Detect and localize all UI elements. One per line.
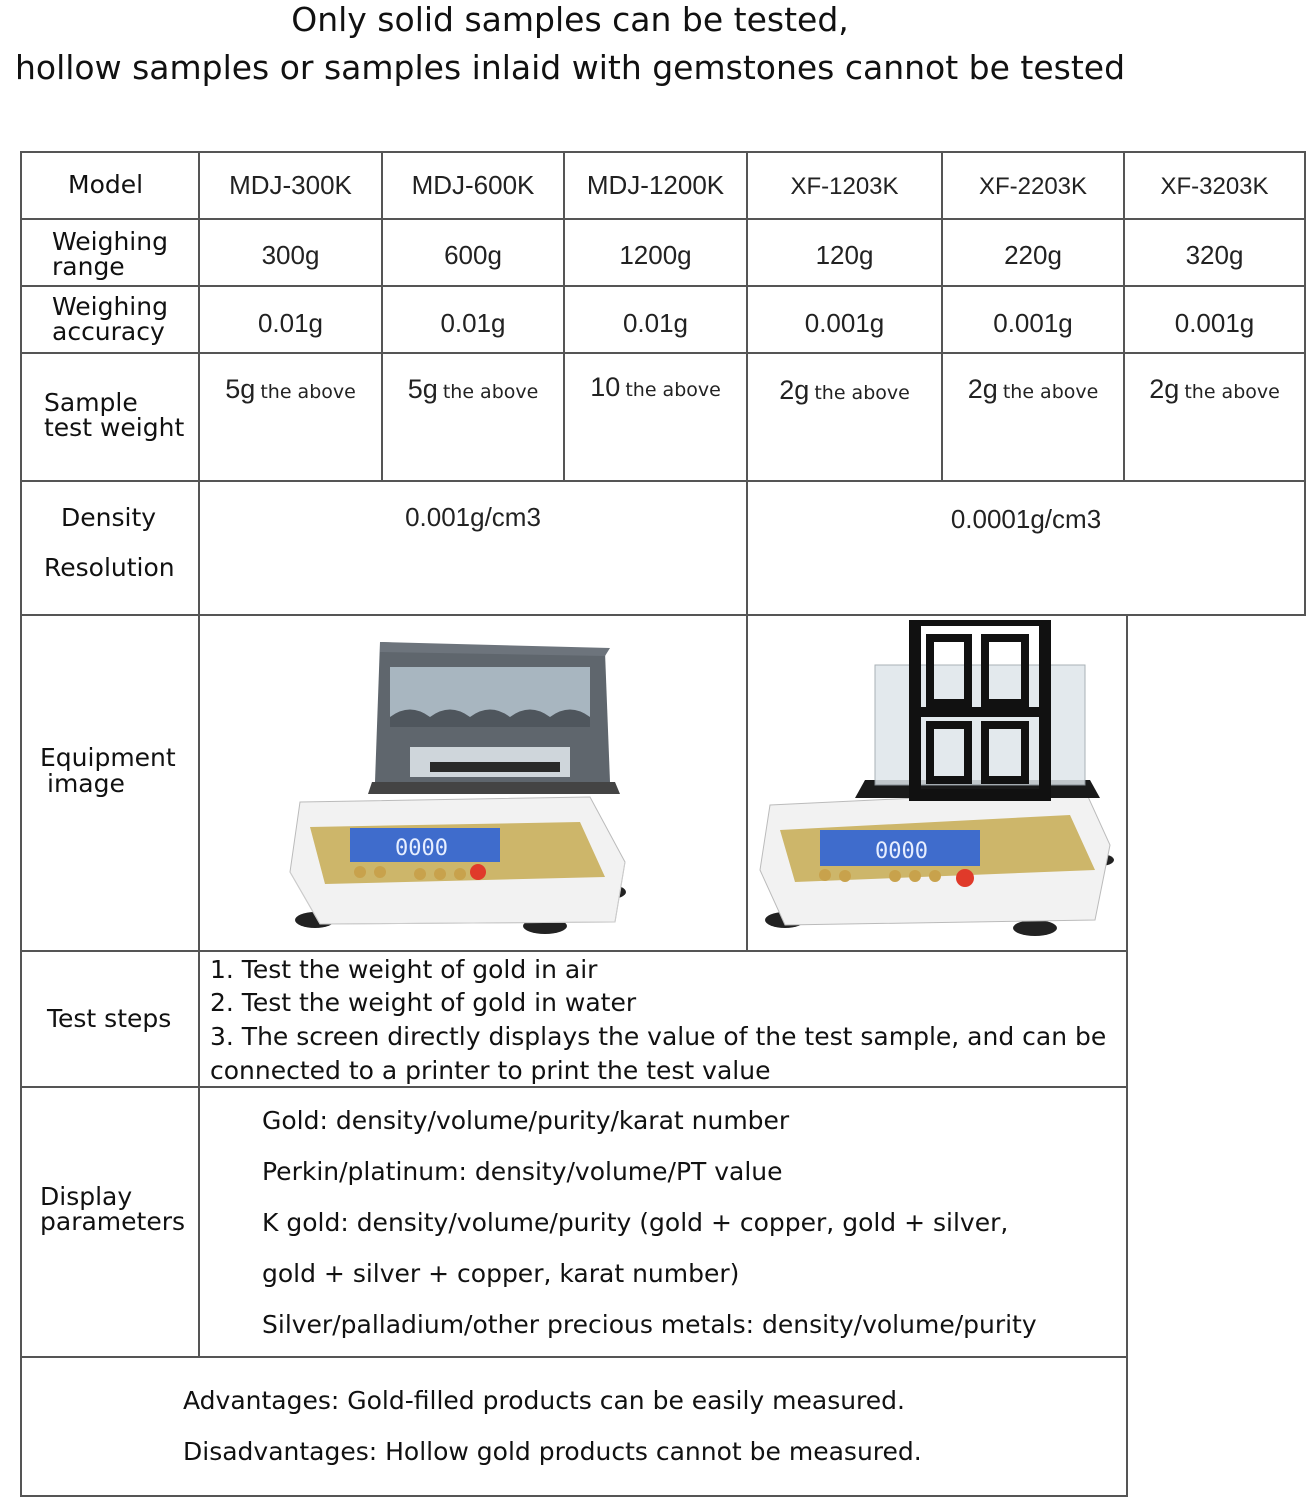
sample-weight-cell — [1125, 374, 1304, 405]
accuracy-cell: 0.01g — [622, 308, 689, 338]
equipment-image-xf — [755, 620, 1115, 949]
lcd-readout: 0000 — [395, 836, 448, 861]
density-cell: 0.001g/cm3 — [405, 502, 541, 532]
range-cell: 320g — [1185, 240, 1244, 270]
header-line-1: Only solid samples can be tested, — [291, 0, 849, 39]
disadvantages-text: Disadvantages: Hollow gold products cannot be measured. — [183, 1437, 922, 1466]
sample-weight-suffix: the above — [260, 381, 356, 403]
sample-weight-number: 2g — [779, 375, 810, 405]
display-parameter: Silver/palladium/other precious metals: density/volume/purity — [262, 1310, 1037, 1339]
density-cell: 0.0001g/cm3 — [950, 504, 1102, 534]
model-cell: MDJ-600K — [411, 170, 535, 200]
sample-weight-suffix: the above — [1184, 381, 1280, 403]
label-display-parameters-1: Display — [40, 1182, 133, 1211]
label-density-2: Resolution — [44, 553, 175, 582]
model-cell: MDJ-1200K — [586, 170, 725, 200]
header-line-2: hollow samples or samples inlaid with gemstones cannot be tested — [14, 48, 1126, 87]
label-sample-weight-2: test weight — [44, 413, 185, 442]
label-weighing-accuracy-2: accuracy — [52, 317, 165, 346]
range-cell: 1200g — [619, 240, 692, 270]
accuracy-cell: 0.01g — [440, 308, 506, 338]
label-equipment-image-2: image — [47, 769, 125, 798]
test-step: 1. Test the weight of gold in air — [210, 955, 598, 984]
test-step: 3. The screen directly displays the value of the test sample, and can be — [210, 1022, 1107, 1051]
lcd-readout: 0000 — [875, 839, 928, 864]
sample-weight-number: 2g — [967, 374, 998, 404]
label-density-1: Density — [61, 503, 157, 532]
label-display-parameters-2: parameters — [40, 1207, 186, 1236]
label-weighing-range-1: Weighing — [52, 227, 168, 256]
display-parameter: K gold: density/volume/purity (gold + copper, gold + silver, — [262, 1208, 1009, 1237]
display-parameter: Gold: density/volume/purity/karat number — [262, 1106, 790, 1135]
label-equipment-image-1: Equipment — [40, 743, 176, 772]
model-cell: XF-1203K — [790, 173, 899, 200]
sample-weight-number: 5g — [407, 374, 438, 404]
sample-weight-number: 5g — [225, 374, 256, 404]
advantages-text: Advantages: Gold-filled products can be easily measured. — [183, 1386, 905, 1415]
test-step: 2. Test the weight of gold in water — [210, 988, 637, 1017]
test-step: connected to a printer to print the test value — [210, 1056, 771, 1085]
range-cell: 120g — [815, 240, 874, 270]
model-cell: XF-2203K — [978, 173, 1088, 200]
range-cell: 600g — [444, 240, 502, 270]
sample-weight-suffix: the above — [1002, 381, 1099, 403]
sample-weight-cell — [383, 374, 563, 405]
sample-weight-cell — [200, 374, 381, 405]
sample-weight-cell — [748, 375, 941, 406]
range-cell: 300g — [261, 240, 320, 270]
sample-weight-number: 2g — [1149, 374, 1180, 404]
display-parameter: gold + silver + copper, karat number) — [262, 1259, 740, 1288]
sample-weight-number: 10 — [590, 372, 621, 402]
sample-weight-suffix: the above — [625, 379, 721, 401]
sample-weight-cell — [943, 374, 1123, 405]
label-weighing-range-2: range — [52, 252, 125, 281]
sample-weight-suffix: the above — [814, 382, 910, 404]
accuracy-cell: 0.001g — [804, 308, 885, 338]
model-cell: XF-3203K — [1160, 173, 1269, 200]
equipment-image-mdj — [280, 632, 640, 941]
sample-weight-cell — [565, 372, 746, 403]
accuracy-cell: 0.001g — [993, 308, 1073, 338]
label-test-steps: Test steps — [47, 1004, 172, 1033]
sample-weight-suffix: the above — [442, 381, 539, 403]
model-cell: MDJ-300K — [229, 170, 352, 200]
accuracy-cell: 0.001g — [1174, 308, 1255, 338]
accuracy-cell: 0.01g — [257, 308, 324, 338]
label-model: Model — [68, 170, 144, 199]
label-sample-weight-1: Sample — [44, 388, 138, 417]
range-cell: 220g — [1004, 240, 1062, 270]
label-weighing-accuracy-1: Weighing — [52, 292, 168, 321]
display-parameter: Perkin/platinum: density/volume/PT value — [262, 1157, 783, 1186]
